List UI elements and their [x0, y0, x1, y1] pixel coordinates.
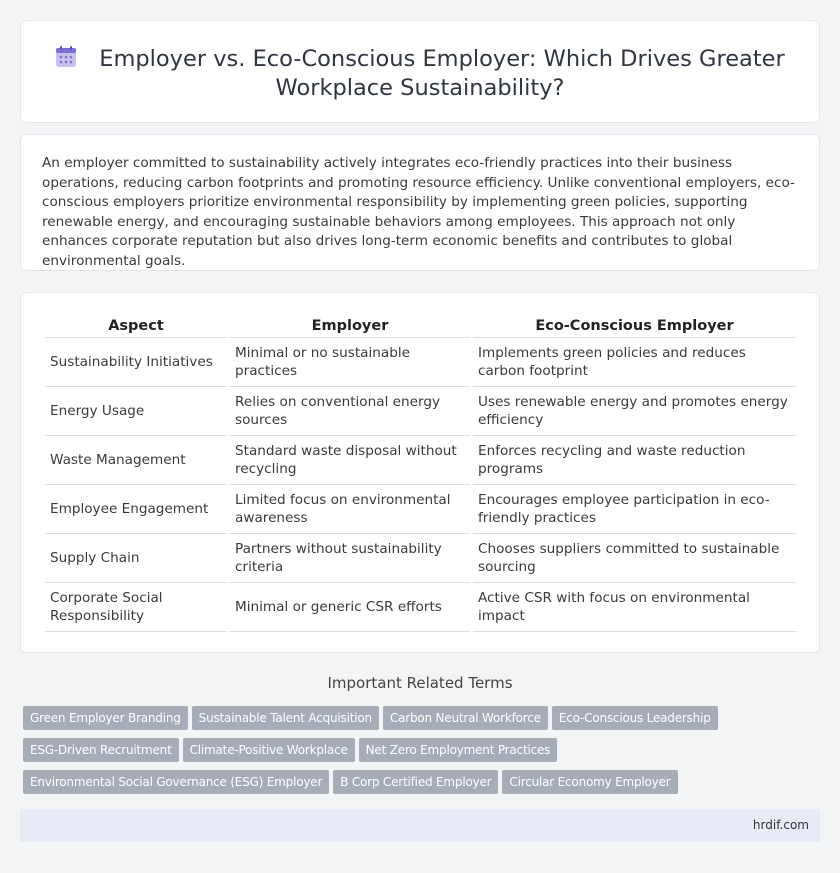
page-title: [21, 45, 819, 103]
column-header-eco-employer: Eco-Conscious Employer: [473, 315, 796, 338]
table-cell: Waste Management: [45, 436, 227, 485]
table-cell: Active CSR with focus on environmental impact: [473, 583, 796, 632]
calendar-icon: [55, 46, 77, 68]
table-cell: Partners without sustainability criteria: [230, 534, 470, 583]
table-row: [45, 583, 796, 632]
table-row: [45, 338, 796, 387]
table-cell: Corporate Social Responsibility: [45, 583, 227, 632]
related-term-tag[interactable]: B Corp Certified Employer: [333, 770, 498, 794]
related-term-tag[interactable]: Circular Economy Employer: [502, 770, 677, 794]
related-term-tag[interactable]: Green Employer Branding: [23, 706, 188, 730]
related-term-tag[interactable]: Net Zero Employment Practices: [359, 738, 558, 762]
comparison-table: [42, 315, 799, 632]
comparison-card: [20, 292, 820, 653]
table-cell: Enforces recycling and waste reduction programs: [473, 436, 796, 485]
table-cell: Supply Chain: [45, 534, 227, 583]
table-cell: Sustainability Initiatives: [45, 338, 227, 387]
table-header-row: [45, 315, 796, 338]
table-cell: Minimal or no sustainable practices: [230, 338, 470, 387]
header: [21, 45, 819, 103]
table-cell: Chooses suppliers committed to sustainable sourcing: [473, 534, 796, 583]
table-row: [45, 485, 796, 534]
column-header-aspect: Aspect: [45, 315, 227, 338]
related-term-tag[interactable]: Environmental Social Governance (ESG) Employer: [23, 770, 329, 794]
related-term-tag[interactable]: Sustainable Talent Acquisition: [192, 706, 379, 730]
table-cell: Minimal or generic CSR efforts: [230, 583, 470, 632]
footer: [20, 809, 820, 842]
page-title-text: Employer vs. Eco-Conscious Employer: Which Drives Greater Workplace Sustainability?: [99, 46, 785, 101]
related-term-tag[interactable]: Eco-Conscious Leadership: [552, 706, 718, 730]
table-cell: Employee Engagement: [45, 485, 227, 534]
intro-paragraph: An employer committed to sustainability actively integrates eco-friendly practices into their business operations, reducing carbon footprints and promoting resource efficiency. Unlike conventional employers, eco-conscious employers prioritize environmental responsibility by implementing green policies, supporting renewable energy, and encouraging sustainable behaviors among employees. This approach not only enhances corporate reputation but also drives long-term economic benefits and contributes to global environmental goals.: [42, 155, 795, 269]
table-cell: Implements green policies and reduces carbon footprint: [473, 338, 796, 387]
related-term-tag[interactable]: ESG-Driven Recruitment: [23, 738, 179, 762]
related-term-tag[interactable]: Carbon Neutral Workforce: [383, 706, 548, 730]
table-row: [45, 387, 796, 436]
table-cell: Relies on conventional energy sources: [230, 387, 470, 436]
header-card: [20, 20, 820, 123]
table-cell: Encourages employee participation in eco-friendly practices: [473, 485, 796, 534]
table-cell: Energy Usage: [45, 387, 227, 436]
table-cell: Uses renewable energy and promotes energy efficiency: [473, 387, 796, 436]
table-cell: Limited focus on environmental awareness: [230, 485, 470, 534]
intro-card: [20, 134, 820, 271]
column-header-employer: Employer: [230, 315, 470, 338]
related-term-tag[interactable]: Climate-Positive Workplace: [183, 738, 355, 762]
table-row: [45, 534, 796, 583]
table-cell: Standard waste disposal without recycling: [230, 436, 470, 485]
footer-site-link[interactable]: hrdif.com: [752, 818, 809, 832]
related-terms-heading: Important Related Terms: [327, 674, 513, 692]
related-terms-list: [23, 706, 823, 802]
table-row: [45, 436, 796, 485]
